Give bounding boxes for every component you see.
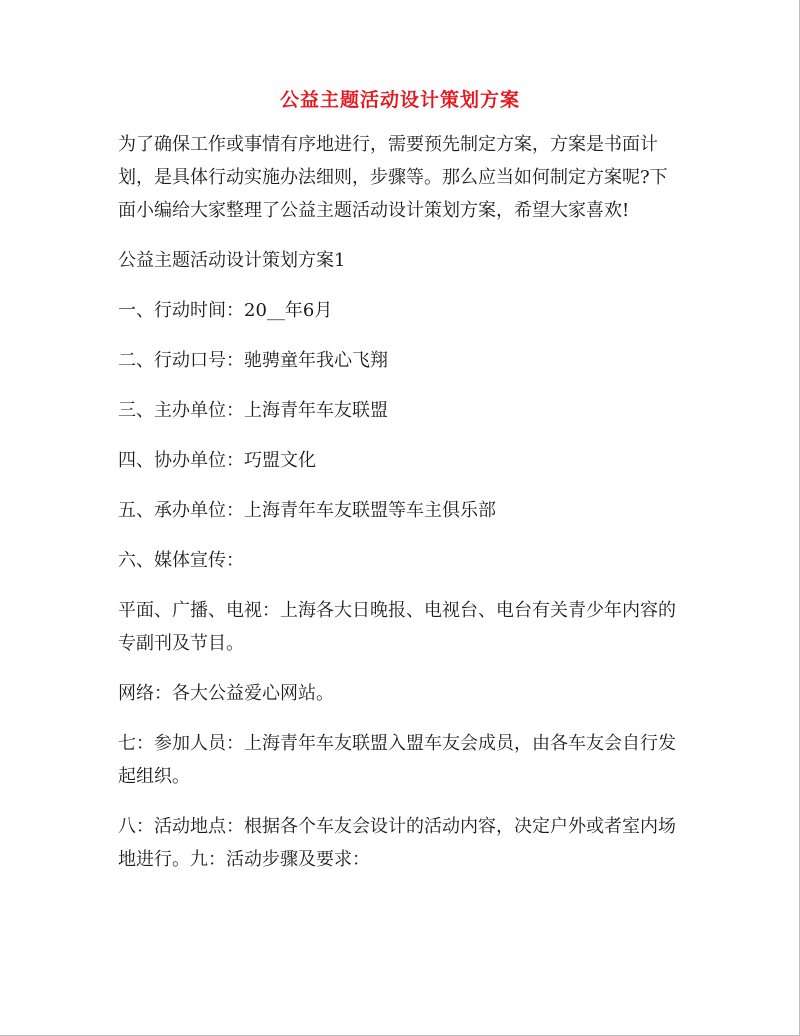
paragraph-media-network: 网络：各大公益爱心网站。 xyxy=(118,683,334,704)
paragraph-media-print: 平面、广播、电视：上海各大日晚报、电视台、电台有关青少年内容的专副刊及节目。 xyxy=(118,600,676,654)
paragraph-item-participants: 七：参加人员：上海青年车友联盟入盟车友会成员，由各车友会自行发起组织。 xyxy=(118,733,676,787)
paragraph-item-time: 一、行动时间：20__年6月 xyxy=(118,300,333,321)
paragraph-item-slogan: 二、行动口号：驰骋童年我心飞翔 xyxy=(118,350,388,371)
paragraph-item-undertaker: 五、承办单位：上海青年车友联盟等车主俱乐部 xyxy=(118,500,496,521)
document-title: 公益主题活动设计策划方案 xyxy=(279,89,520,111)
paragraph-item-media: 六、媒体宣传： xyxy=(118,550,244,571)
paragraph-section-heading: 公益主题活动设计策划方案1 xyxy=(118,250,346,271)
document-body xyxy=(118,128,678,893)
paragraph-item-venue: 八：活动地点：根据各个车友会设计的活动内容，决定户外或者室内场地进行。九：活动步骤及要求： xyxy=(118,816,676,870)
paragraph-item-co-organizer: 四、协办单位：巧盟文化 xyxy=(118,450,316,471)
paragraph-item-organizer: 三、主办单位：上海青年车友联盟 xyxy=(118,400,388,421)
paragraph-intro: 为了确保工作或事情有序地进行，需要预先制定方案，方案是书面计划，是具体行动实施办法细则，步骤等。那么应当如何制定方案呢?下面小编给大家整理了公益主题活动设计策划方案，希望大家喜欢! xyxy=(118,134,668,221)
